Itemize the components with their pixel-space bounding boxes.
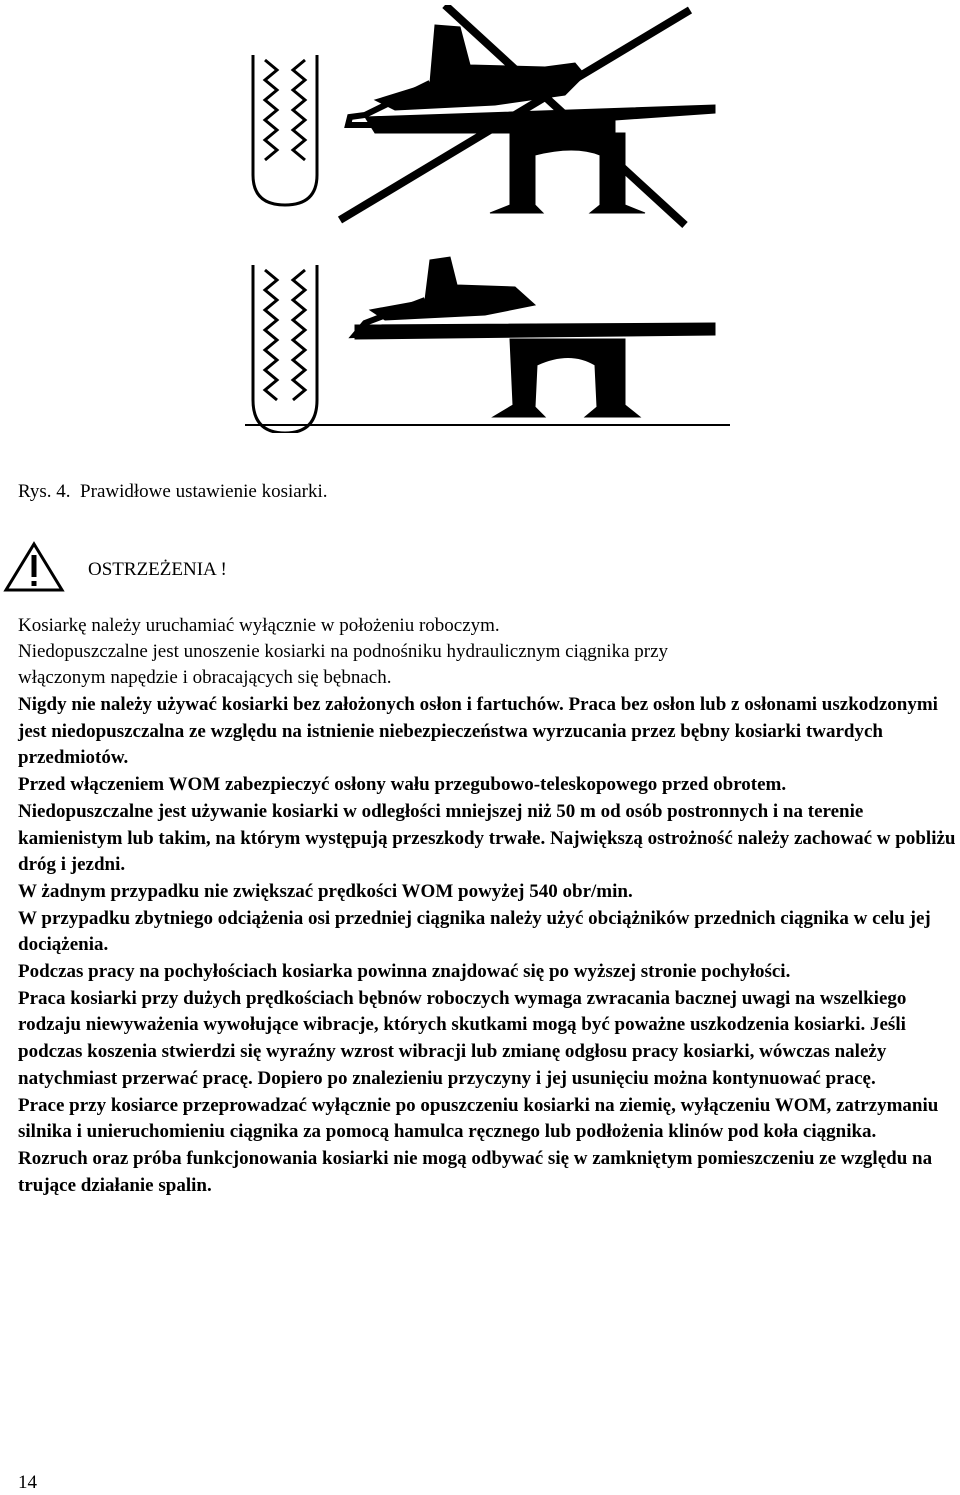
page-number: 14 <box>18 1472 37 1493</box>
intro-line: Kosiarkę należy uruchamiać wyłącznie w położeniu roboczym. <box>18 615 500 636</box>
warning-header <box>3 541 503 593</box>
paragraph-guards: Nigdy nie należy używać kosiarki bez założonych osłon i fartuchów. Praca bez osłon lub z osłonami uszkodzonymi jest niedopuszczalna ze względu na istnienie niebezpieczeństwa wyrzucania przez bębny kosiarki twardych przedmiotów. <box>18 694 938 769</box>
paragraph-slopes: Podczas pracy na pochyłościach kosiarka powinna znajdować się po wyższej stronie pochyłości. <box>18 961 791 983</box>
paragraph-maintenance: Prace przy kosiarce przeprowadzać wyłącznie po opuszczeniu kosiarki na ziemię, wyłączeniu WOM, zatrzymaniu silnika i unieruchomieniu ciągnika za pomocą hamulca ręcznego lub podłożenia klinów pod koła ciągnika. <box>18 1094 939 1143</box>
incorrect-position-drawing <box>253 5 715 225</box>
paragraph-enclosed-space: Rozruch oraz próba funkcjonowania kosiarki nie mogą odbywać się w zamkniętym pomieszczeniu ze względu na trujące działanie spalin. <box>18 1147 933 1196</box>
warning-title: OSTRZEŻENIA ! <box>88 559 227 580</box>
intro-line: włączonym napędzie i obracających się bębnach. <box>18 667 392 688</box>
safety-instructions <box>18 692 960 1199</box>
paragraph-distance: Niedopuszczalne jest używanie kosiarki w odległości mniejszej niż 50 m od osób postronnych i na terenie kamienistym lub takim, na którym występują przeszkody trwałe. Największą ostrożność należy zachować w pobliżu dróg i jezdni. <box>18 800 956 876</box>
warning-triangle-icon <box>3 541 65 593</box>
figure-caption: Rys. 4. Prawidłowe ustawienie kosiarki. <box>18 481 328 502</box>
intro-warnings <box>18 613 958 691</box>
correct-position-drawing <box>245 257 730 433</box>
paragraph-pto-speed: W żadnym przypadku nie zwiększać prędkości WOM powyżej 540 obr/min. <box>18 880 633 902</box>
paragraph-front-axle: W przypadku zbytniego odciążenia osi przedniej ciągnika należy użyć obciążników przednich ciągnika w celu jej dociążenia. <box>18 907 931 956</box>
paragraph-vibration: Praca kosiarki przy dużych prędkościach bębnów roboczych wymaga zwracania bacznej uwagi na wszelkiego rodzaju niewyważenia wywołujące wibracje, których skutkami mogą być poważne uszkodzenia kosiarki. Jeśli podczas koszenia stwierdzi się wyraźny wzrost wibracji lub zmianę odgłosu pracy kosiarki, wówczas należy natychmiast przerwać pracę. Dopiero po znalezieniu przyczyny i jej usunięciu można kontynuować pracę. <box>18 987 907 1089</box>
paragraph-pto-guard: Przed włączeniem WOM zabezpieczyć osłony wału przegubowo-teleskopowego przed obrotem. <box>18 774 787 796</box>
tractor-tyre-lower <box>253 265 317 433</box>
mower-position-figure <box>245 5 730 433</box>
intro-line: Niedopuszczalne jest unoszenie kosiarki na podnośniku hydraulicznym ciągnika przy <box>18 641 669 662</box>
tractor-tyre-upper <box>253 55 317 205</box>
